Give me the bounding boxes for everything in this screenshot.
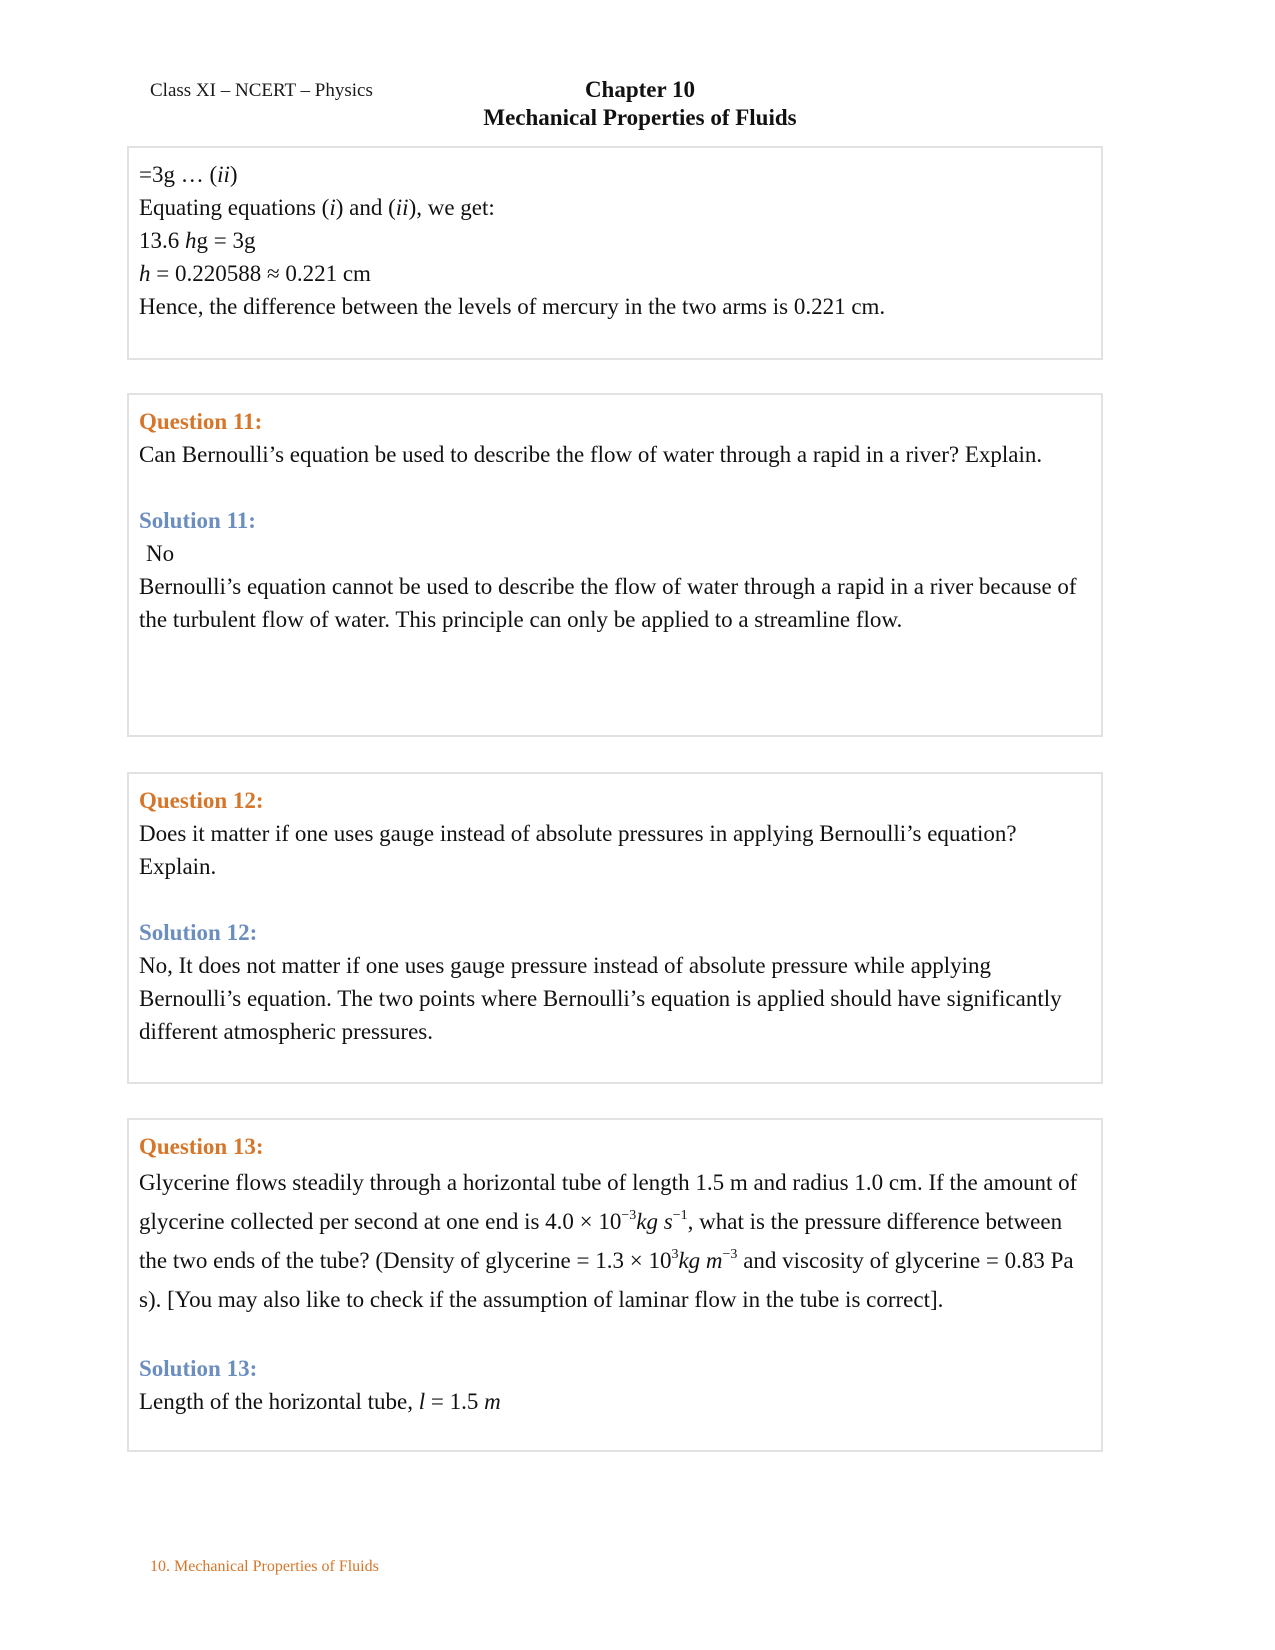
conclusion-line: Hence, the difference between the levels of mercury in the two arms is 0.221 cm. xyxy=(139,294,886,319)
solution-11-label: Solution 11: xyxy=(139,508,256,533)
chapter-header xyxy=(440,76,840,132)
header-class-label: Class XI – NCERT – Physics xyxy=(150,80,373,101)
solution-11-answer: No xyxy=(146,541,175,566)
solution-11-text: Bernoulli’s equation cannot be used to describe the flow of water through a rapid in a river because of the turbulent flow of water. This principle can only be applied to a streamline flow. xyxy=(139,574,1077,632)
solution-12-text: No, It does not matter if one uses gauge pressure instead of absolute pressure while applying Bernoulli’s equation. The two points where Bernoulli’s equation is applied should have significantly different atmospheric pressures. xyxy=(139,953,1062,1044)
solution-12-label: Solution 12: xyxy=(139,920,258,945)
question-13-text: Glycerine flows steadily through a horizontal tube of length 1.5 m and radius 1.0 cm. If the amount of glycerine collected per second at one end is $4.0 \times 10^{-3}kg$ $s^{-1}$, what is the pressure difference between the two ends of the tube? (Density of glycerine = $1.3 \times 10^3kg$ $m^{-3}$ and viscosity of glycerine = 0.83 Pa s). [You may also like to check if the assumption of laminar flow in the tube is correct]. xyxy=(139,1170,1078,1312)
solution-continuation-box xyxy=(127,146,1103,360)
equating-line: Equating equations (i) and (ii), we get: xyxy=(139,195,495,220)
chapter-title: Mechanical Properties of Fluids xyxy=(483,105,797,130)
question-11-label: Question 11: xyxy=(139,409,263,434)
question-12-label: Question 12: xyxy=(139,788,264,813)
question-13-label: Question 13: xyxy=(139,1134,264,1159)
equation-ii: =3g … (ii) xyxy=(139,162,238,187)
question-12-box xyxy=(127,772,1103,1084)
question-12-text: Does it matter if one uses gauge instead of absolute pressures in applying Bernoulli’s equation? Explain. xyxy=(139,821,1017,879)
question-13-box xyxy=(127,1118,1103,1452)
equation-line: 13.6 hg = 3g xyxy=(139,228,256,253)
solution-13-label: Solution 13: xyxy=(139,1356,258,1381)
chapter-number: Chapter 10 xyxy=(584,77,696,102)
page-footer: 10. Mechanical Properties of Fluids xyxy=(150,1558,379,1575)
solution-13-text: Length of the horizontal tube, l = 1.5 m xyxy=(139,1389,501,1414)
question-11-text: Can Bernoulli’s equation be used to describe the flow of water through a rapid in a river? Explain. xyxy=(139,442,1043,467)
question-11-box xyxy=(127,393,1103,737)
result-line: h = 0.220588 ≈ 0.221 cm xyxy=(139,261,371,286)
